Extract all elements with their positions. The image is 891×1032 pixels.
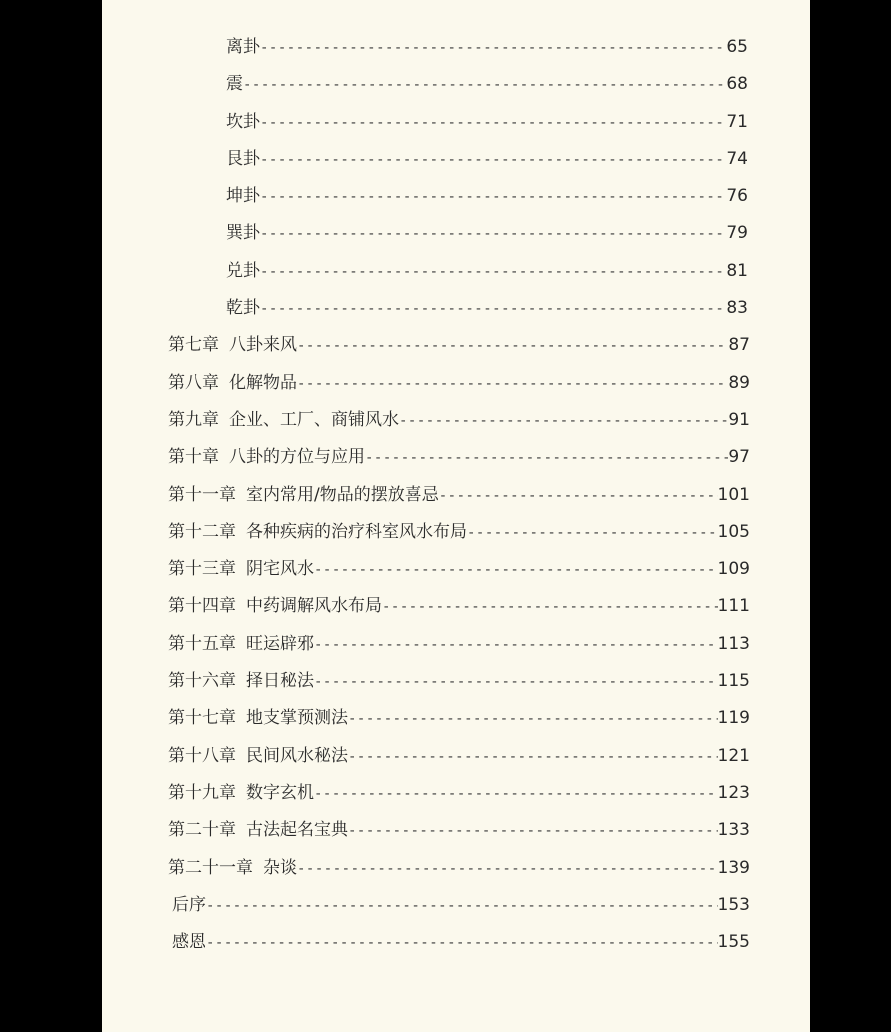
toc-entry-line: [226, 181, 748, 203]
toc-dot-leader: [260, 40, 726, 54]
toc-dot-leader: [206, 898, 718, 912]
toc-page-number: 87: [728, 335, 750, 353]
toc-page-number: 123: [717, 782, 750, 800]
toc-entry-title: 企业、工厂、商铺风水: [229, 409, 399, 427]
toc-chapter-number: 第十二章: [168, 521, 236, 539]
toc-page-number: 101: [717, 484, 750, 502]
toc-entry[interactable]: [102, 173, 810, 210]
toc-dot-leader: [314, 674, 718, 688]
toc-entry-line: [226, 218, 748, 240]
toc-page-number: 97: [728, 447, 750, 465]
toc-entry[interactable]: [102, 397, 810, 434]
toc-entry[interactable]: [102, 360, 810, 397]
toc-entry-line: [168, 815, 750, 837]
toc-dot-leader: [439, 488, 718, 502]
toc-dot-leader: [243, 77, 726, 91]
toc-page-number: 115: [717, 671, 750, 689]
toc-dot-leader: [260, 115, 726, 129]
toc-entry[interactable]: [102, 621, 810, 658]
toc-dot-leader: [260, 189, 726, 203]
toc-entry-line: [226, 293, 748, 315]
toc-page-number: 111: [717, 596, 750, 614]
toc-chapter-number: 第八章: [168, 372, 219, 390]
toc-chapter-number: 第十章: [168, 447, 219, 465]
document-page: [102, 0, 810, 1032]
toc-page-number: 65: [726, 37, 748, 54]
toc-entry[interactable]: [102, 434, 810, 471]
toc-page-number: 79: [726, 223, 748, 241]
toc-entry[interactable]: [102, 583, 810, 620]
toc-entry-title: 坎卦: [226, 111, 260, 129]
toc-entry-title: 中药调解风水布局: [246, 596, 382, 614]
toc-chapter-number: 第十六章: [168, 671, 236, 689]
toc-entry[interactable]: [102, 509, 810, 546]
table-of-contents: [102, 24, 810, 956]
toc-entry[interactable]: [102, 99, 810, 136]
toc-entry-title: 各种疾病的治疗科室风水布局: [246, 521, 467, 539]
toc-entry-line: [168, 629, 750, 651]
toc-page-number: 89: [728, 372, 750, 390]
toc-entry-line: [226, 256, 748, 278]
toc-chapter-number: 第二十一章: [168, 857, 253, 875]
toc-entry[interactable]: [102, 322, 810, 359]
toc-entry[interactable]: [102, 546, 810, 583]
toc-chapter-number: 第二十章: [168, 820, 236, 838]
toc-dot-leader: [348, 749, 718, 763]
toc-dot-leader: [348, 823, 718, 837]
toc-entry[interactable]: [102, 136, 810, 173]
toc-entry-title: 八卦的方位与应用: [229, 447, 365, 465]
toc-entry[interactable]: [102, 285, 810, 322]
toc-dot-leader: [260, 152, 726, 166]
toc-chapter-number: 第十五章: [168, 633, 236, 651]
toc-entry-title: 兑卦: [226, 260, 260, 278]
toc-entry[interactable]: [102, 882, 810, 919]
toc-dot-leader: [314, 562, 718, 576]
toc-entry-line: [168, 368, 750, 390]
toc-entry-line: [168, 778, 750, 800]
toc-entry-title: 坤卦: [226, 186, 260, 204]
toc-entry-title: 后序: [172, 894, 206, 912]
toc-entry[interactable]: [102, 695, 810, 732]
toc-chapter-number: 第十三章: [168, 559, 236, 577]
toc-entry[interactable]: [102, 61, 810, 98]
toc-chapter-number: 第十四章: [168, 596, 236, 614]
toc-dot-leader: [297, 376, 728, 390]
toc-page-number: 105: [717, 521, 750, 539]
toc-page-number: 74: [726, 148, 748, 166]
toc-entry[interactable]: [102, 472, 810, 509]
toc-entry[interactable]: [102, 807, 810, 844]
toc-entry[interactable]: [102, 733, 810, 770]
toc-entry[interactable]: [102, 210, 810, 247]
toc-chapter-number: 第十八章: [168, 745, 236, 763]
toc-entry-title: 民间风水秘法: [246, 745, 348, 763]
toc-page-number: 139: [717, 857, 750, 875]
toc-entry-line: [168, 666, 750, 688]
toc-entry[interactable]: [102, 770, 810, 807]
toc-entry-title: 艮卦: [226, 148, 260, 166]
toc-entry-title: 震: [226, 74, 243, 92]
toc-page-number: 121: [717, 745, 750, 763]
toc-dot-leader: [260, 264, 726, 278]
toc-page-number: 155: [717, 932, 750, 950]
toc-dot-leader: [206, 935, 718, 949]
toc-page-number: 119: [717, 708, 750, 726]
toc-dot-leader: [365, 450, 728, 464]
toc-dot-leader: [297, 861, 718, 875]
toc-entry-line: [168, 517, 750, 539]
toc-entry-line: [226, 32, 748, 54]
toc-page-number: 71: [726, 111, 748, 129]
toc-entry-line: [168, 703, 750, 725]
toc-entry-title: 地支掌预测法: [246, 708, 348, 726]
toc-entry-title: 化解物品: [229, 372, 297, 390]
toc-entry-title: 阴宅风水: [246, 559, 314, 577]
toc-entry[interactable]: [102, 845, 810, 882]
toc-page-number: 133: [717, 820, 750, 838]
toc-entry-line: [226, 107, 748, 129]
toc-page-number: 81: [726, 260, 748, 278]
toc-page-number: 68: [726, 74, 748, 92]
toc-chapter-number: 第七章: [168, 335, 219, 353]
toc-entry-line: [172, 890, 750, 912]
toc-chapter-number: 第十一章: [168, 484, 236, 502]
toc-dot-leader: [260, 301, 726, 315]
toc-entry-title: 杂谈: [263, 857, 297, 875]
toc-entry-title: 择日秘法: [246, 671, 314, 689]
toc-entry-line: [168, 853, 750, 875]
toc-entry-line: [168, 591, 750, 613]
toc-entry-title: 古法起名宝典: [246, 820, 348, 838]
toc-page-number: 109: [717, 559, 750, 577]
toc-entry[interactable]: [102, 248, 810, 285]
toc-entry-title: 旺运辟邪: [246, 633, 314, 651]
toc-dot-leader: [399, 413, 728, 427]
toc-dot-leader: [382, 599, 718, 613]
toc-page-number: 113: [717, 633, 750, 651]
toc-page-number: 91: [728, 409, 750, 427]
toc-entry[interactable]: [102, 919, 810, 956]
toc-dot-leader: [314, 786, 718, 800]
toc-entry-line: [168, 405, 750, 427]
toc-entry-title: 八卦来风: [229, 335, 297, 353]
toc-entry-line: [168, 554, 750, 576]
toc-entry-line: [168, 480, 750, 502]
toc-entry-title: 巽卦: [226, 223, 260, 241]
toc-entry-line: [168, 330, 750, 352]
toc-entry-line: [168, 741, 750, 763]
toc-entry-line: [226, 69, 748, 91]
toc-entry-line: [168, 442, 750, 464]
toc-chapter-number: 第十九章: [168, 782, 236, 800]
toc-chapter-number: 第十七章: [168, 708, 236, 726]
toc-entry[interactable]: [102, 24, 810, 61]
toc-chapter-number: 第九章: [168, 409, 219, 427]
toc-dot-leader: [314, 637, 718, 651]
toc-dot-leader: [260, 226, 726, 240]
toc-dot-leader: [297, 338, 728, 352]
toc-dot-leader: [467, 525, 718, 539]
toc-entry-title: 感恩: [172, 932, 206, 950]
toc-entry-title: 离卦: [226, 37, 260, 54]
toc-entry-title: 数字玄机: [246, 782, 314, 800]
toc-entry-title: 室内常用/物品的摆放喜忌: [246, 484, 439, 502]
toc-entry-line: [172, 927, 750, 949]
toc-page-number: 76: [726, 186, 748, 204]
toc-entry[interactable]: [102, 658, 810, 695]
toc-page-number: 153: [717, 894, 750, 912]
toc-page-number: 83: [726, 298, 748, 316]
toc-entry-title: 乾卦: [226, 298, 260, 316]
toc-dot-leader: [348, 711, 718, 725]
toc-entry-line: [226, 144, 748, 166]
